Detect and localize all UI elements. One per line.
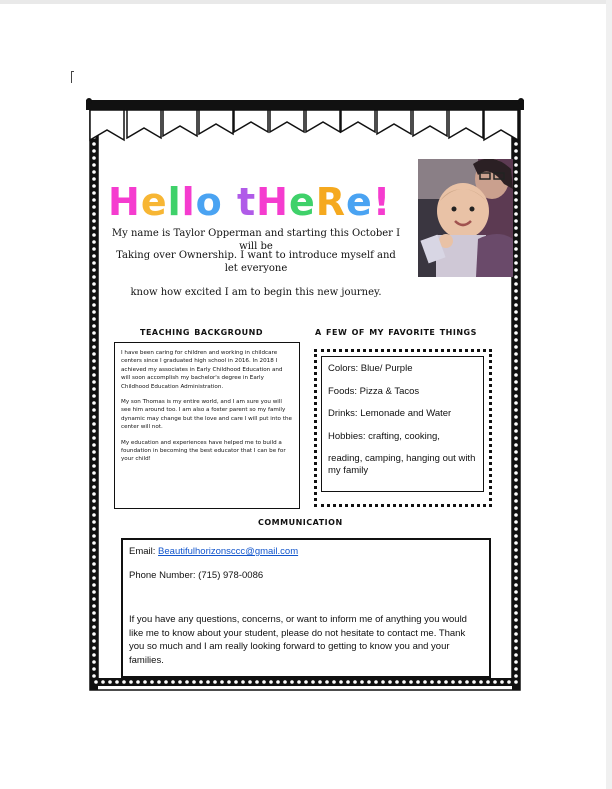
favorite-colors: Colors: Blue/ Purple (328, 363, 413, 374)
hello-letter: H (256, 180, 289, 224)
favorite-hobbies: Hobbies: crafting, cooking, (328, 431, 440, 442)
teaching-background-box (114, 342, 300, 509)
communication-heading: communication (258, 515, 343, 528)
email-link[interactable]: Beautifulhorizonsccc@gmail.com (158, 546, 299, 557)
hello-letter: e (346, 180, 373, 224)
teaching-paragraph: I have been caring for children and working in childcare centers since I graduated high school in 2016. In 2018 I achieved my associates in Early Childhood Education and will soon accomplish my bachelor's degree in Early Childhood Education Administration. (121, 350, 283, 390)
hello-letter (223, 180, 237, 224)
text-cursor (71, 71, 72, 83)
page-scroll-edge[interactable] (606, 0, 612, 789)
hello-letter: l (181, 180, 196, 224)
teaching-paragraph: My education and experiences have helped me to build a foundation in becoming the best educator that I can be for your child! (121, 439, 286, 463)
hello-there-title (108, 180, 391, 224)
hello-letter: e (288, 180, 316, 224)
page-edge (0, 0, 612, 4)
communication-message: If you have any questions, concerns, or want to inform me of anything you would like me to know about your student, please do not hesitate to contact me. Thank you so much and I am really looking forward to getting to know you and your families. (129, 614, 467, 666)
teaching-background-heading: teaching background (140, 325, 263, 338)
favorite-hobbies-continued: reading, camping, hanging out with my family (328, 453, 476, 476)
phone-number: Phone Number: (715) 978-0086 (129, 570, 264, 581)
mother-and-baby-photo (418, 159, 513, 277)
favorite-drinks: Drinks: Lemonade and Water (328, 408, 452, 419)
hello-letter: e (140, 180, 168, 224)
hello-letter: H (108, 180, 141, 224)
intro-line-2: Taking over Ownership. I want to introduce myself and let everyone (116, 250, 396, 274)
favorite-foods: Foods: Pizza & Tacos (328, 386, 420, 397)
favorites-heading: a few of my favorite things (315, 325, 477, 338)
hello-letter: ! (372, 180, 392, 224)
email-line (129, 545, 484, 559)
intro-line-1: My name is Taylor Opperman and starting this October I will be (111, 228, 401, 252)
hello-letter: l (167, 180, 182, 224)
teaching-paragraph: My son Thomas is my entire world, and I am sure you will see him around too. I am also a foster parent so my family dynamic may change but the love and care I will put into the center will not. (121, 399, 292, 431)
hello-letter: R (315, 180, 347, 224)
hello-letter: o (195, 180, 223, 224)
email-label: Email: (129, 546, 159, 557)
hello-letter: t (237, 180, 257, 224)
intro-line-3: know how excited I am to begin this new journey. (130, 287, 382, 298)
